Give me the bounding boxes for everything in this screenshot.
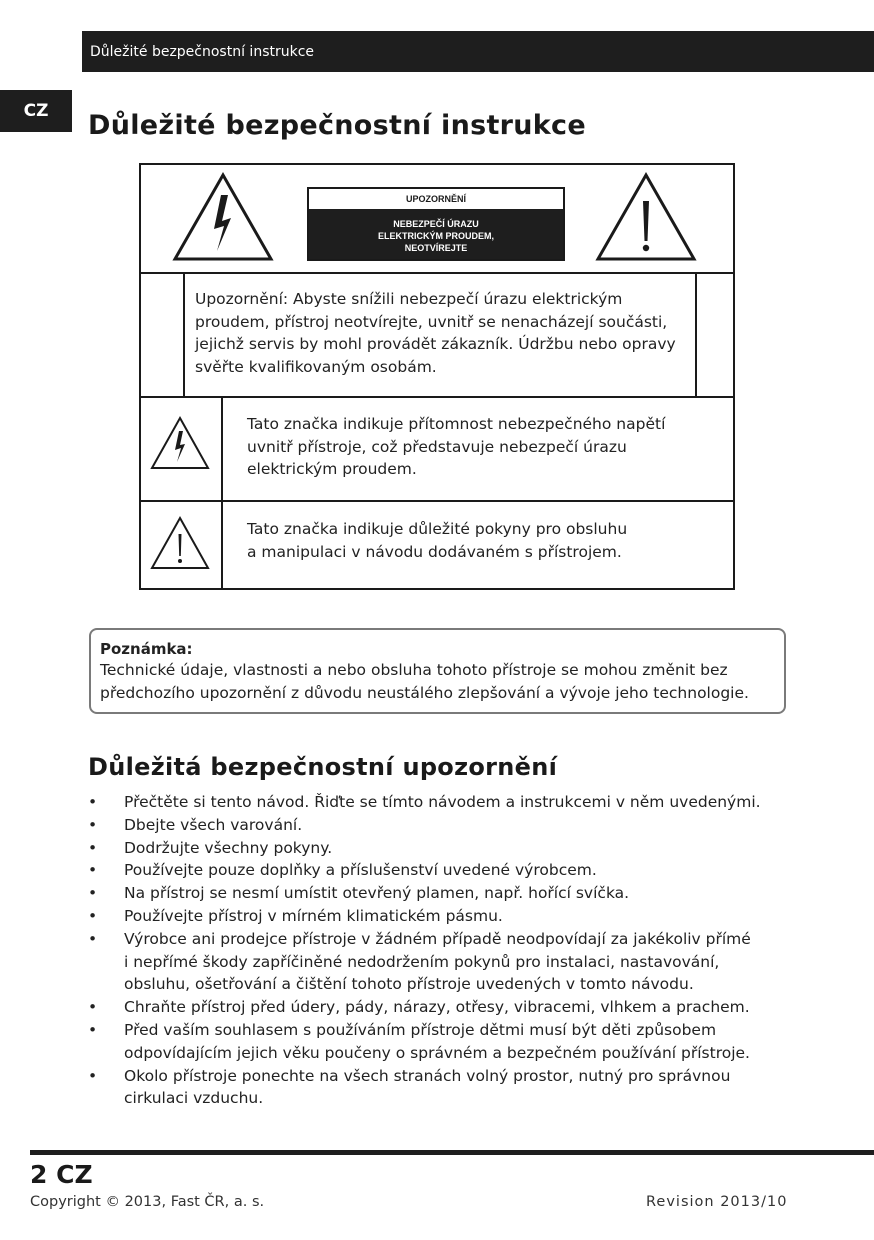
exclamation-warning-icon	[148, 514, 212, 572]
caution-plate	[307, 187, 565, 261]
revision: Revision 2013/10	[646, 1194, 788, 1210]
warning-line: proudem, přístroj neotvírejte, uvnitř se nenacházejí součásti,	[195, 312, 668, 331]
list-item	[88, 996, 808, 1019]
copyright: Copyright © 2013, Fast ČR, a. s.	[30, 1194, 265, 1210]
list-item-line: cirkulaci vzduchu.	[124, 1089, 264, 1108]
icon-cell	[141, 398, 223, 500]
exclamation-line: Tato značka indikuje důležité pokyny pro obsluhu	[247, 520, 628, 538]
note-box	[89, 628, 786, 714]
lightning-symbol-row	[141, 398, 733, 502]
lightning-line: uvnitř přístroje, což představuje nebezpečí úrazu	[247, 437, 627, 456]
icon-cell	[141, 502, 223, 588]
caution-text	[309, 209, 563, 254]
list-item-line: • Chraňte přístroj před údery, pády, nárazy, otřesy, vibracemi, vlhkem a prachem.	[124, 998, 750, 1017]
list-item-line: • Používejte přístroj v mírném klimatickém pásmu.	[124, 906, 503, 925]
caution-line: NEOTVÍREJTE	[404, 243, 468, 253]
footer-divider	[30, 1150, 874, 1155]
exclamation-warning-icon	[594, 171, 698, 263]
lightning-line: Tato značka indikuje přítomnost nebezpečného napětí	[247, 415, 666, 433]
warning-header-row	[141, 165, 733, 274]
list-item	[88, 905, 808, 928]
list-item-line: • Výrobce ani prodejce přístroje v žádném případě neodpovídají za jakékoliv přímé	[124, 929, 751, 948]
list-item-line: odpovídajícím jejich věku poučeny o správném a bezpečném používání přístroje.	[124, 1043, 750, 1062]
warning-text-row	[141, 274, 733, 398]
warning-box	[139, 163, 735, 590]
list-item-line: • Před vaším souhlasem s používáním přístroje dětmi musí být děti způsobem	[124, 1020, 717, 1039]
list-item	[88, 928, 808, 996]
warning-line: jejichž servis by mohl provádět zákazník. Údržbu nebo opravy	[195, 335, 676, 353]
section-title: Důležitá bezpečnostní upozornění	[88, 753, 558, 781]
list-item	[88, 791, 808, 814]
note-title: Poznámka:	[100, 640, 193, 658]
running-header-title: Důležité bezpečnostní instrukce	[90, 44, 315, 60]
list-item	[88, 814, 808, 837]
list-item-line: • Používejte pouze doplňky a příslušenství uvedené výrobcem.	[124, 861, 597, 880]
running-header	[82, 31, 874, 72]
list-item	[88, 1019, 808, 1065]
caution-line: NEBEZPEČÍ ÚRAZU	[393, 219, 479, 229]
exclamation-description	[247, 518, 627, 563]
list-item	[88, 837, 808, 860]
list-item-line: • Okolo přístroje ponechte na všech stranách volný prostor, nutný pro správnou	[124, 1066, 731, 1085]
lightning-warning-icon	[148, 414, 212, 472]
note-line: Technické údaje, vlastnosti a nebo obsluha tohoto přístroje se mohou změnit bez	[100, 661, 728, 679]
exclamation-symbol-row	[141, 502, 733, 588]
page-number: 2 CZ	[30, 1160, 93, 1189]
language-tab: CZ	[0, 90, 72, 132]
list-item-line: i nepřímé škody zapříčiněné nedodržením pokynů pro instalaci, nastavování,	[124, 952, 720, 971]
exclamation-line: a manipulaci v návodu dodávaném s přístrojem.	[247, 542, 622, 561]
caution-line: ELEKTRICKÝM PROUDEM,	[377, 231, 494, 241]
list-item-line: obsluhu, ošetřování a čištění tohoto přístroje uvedených v tomto návodu.	[124, 975, 694, 994]
list-item-line: • Na přístroj se nesmí umístit otevřený plamen, např. hořící svíčka.	[124, 884, 630, 903]
page-title: Důležité bezpečnostní instrukce	[88, 110, 586, 141]
list-item	[88, 859, 808, 882]
lightning-description	[247, 413, 665, 481]
lightning-warning-icon	[171, 171, 275, 263]
list-item	[88, 1065, 808, 1111]
lightning-line: elektrickým proudem.	[247, 460, 417, 478]
list-item	[88, 882, 808, 905]
warning-text	[183, 274, 697, 396]
warning-line: Upozornění: Abyste snížili nebezpečí úrazu elektrickým	[195, 290, 623, 308]
list-item-line: • Přečtěte si tento návod. Řiďte se tímto návodem a instrukcemi v něm uvedenými.	[124, 793, 761, 811]
caution-label: UPOZORNĚNÍ	[309, 189, 563, 209]
safety-bullet-list	[88, 791, 808, 1110]
list-item-line: • Dodržujte všechny pokyny.	[124, 838, 333, 857]
note-line: předchozího upozornění z důvodu neustálého zlepšování a vývoje jeho technologie.	[100, 683, 749, 702]
list-item-line: • Dbejte všech varování.	[124, 815, 303, 834]
warning-line: svěřte kvalifikovaným osobám.	[195, 357, 437, 376]
